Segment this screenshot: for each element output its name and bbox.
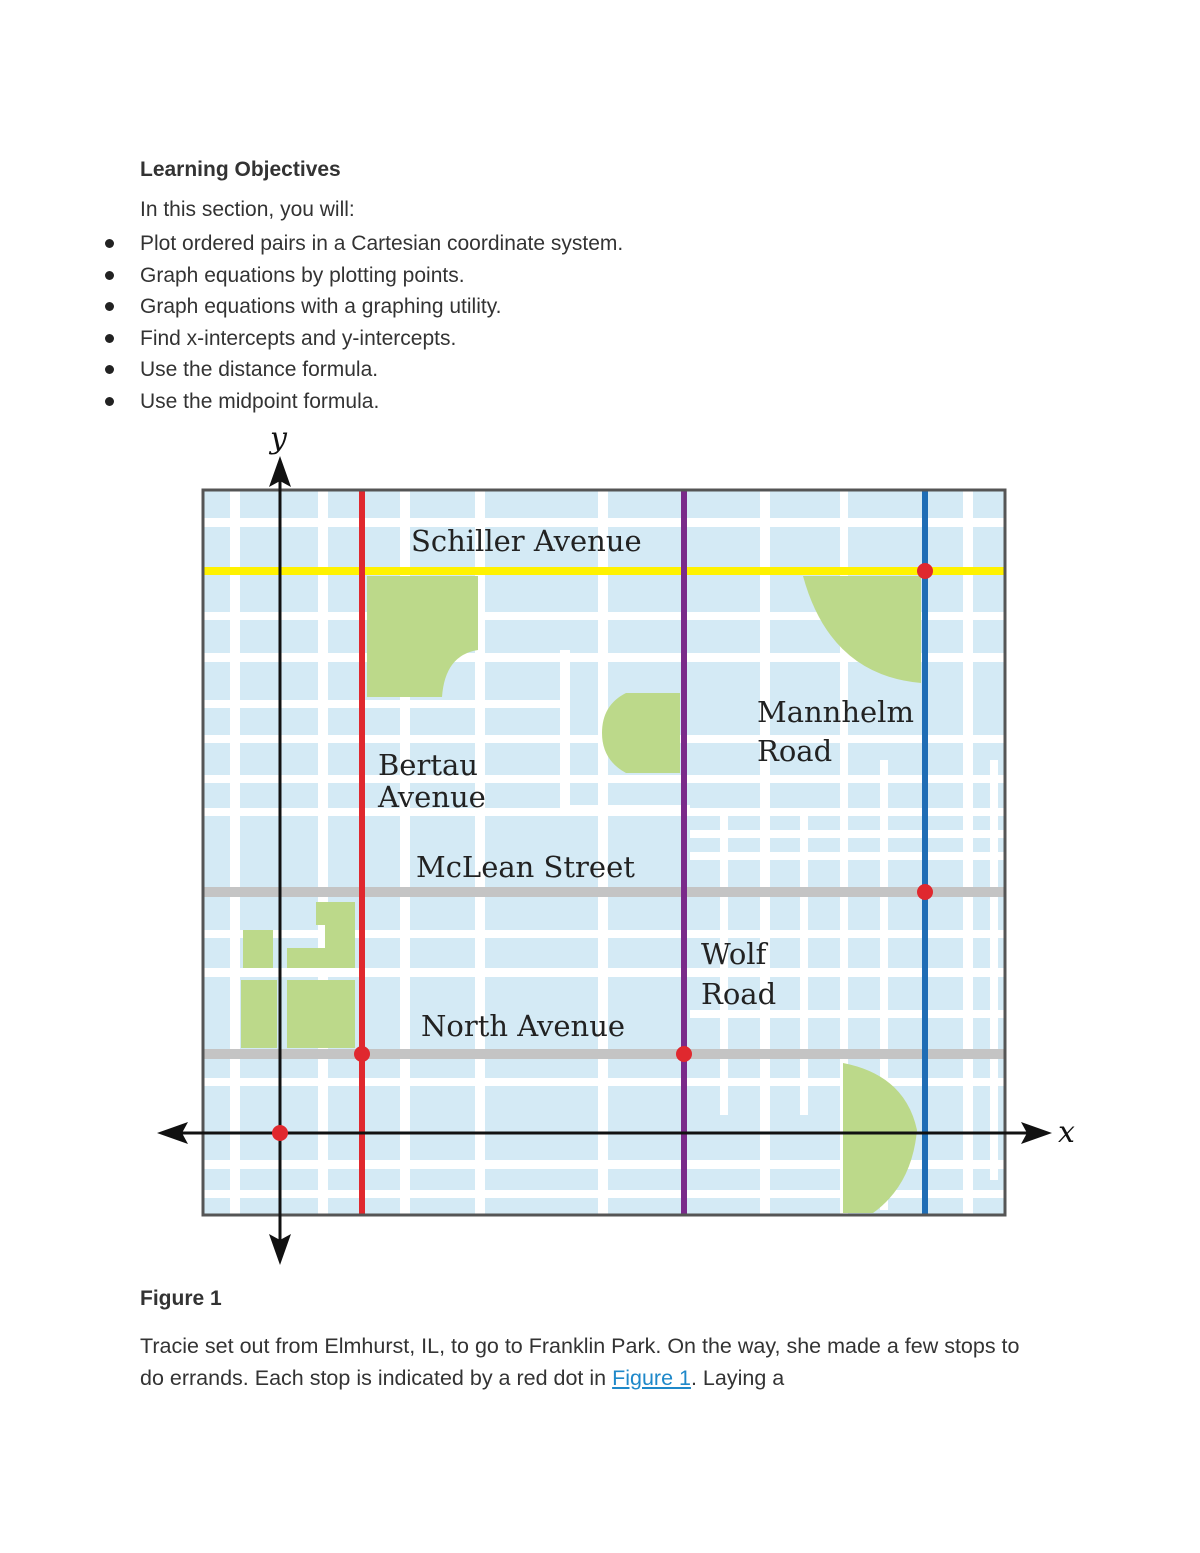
stop-dot [917, 563, 933, 579]
mannhelm-road-label-line2: Road [757, 734, 833, 768]
objective-text: Find x-intercepts and y-intercepts. [140, 326, 457, 350]
stop-dot [354, 1046, 370, 1062]
bertau-avenue-line [359, 490, 365, 1215]
wolf-road-label-line2: Road [701, 977, 777, 1011]
schiller-avenue-label: Schiller Avenue [411, 524, 642, 558]
schiller-avenue-line [203, 567, 1005, 575]
stop-dot [917, 884, 933, 900]
street-map-figure [150, 420, 1075, 1270]
north-avenue-label: North Avenue [421, 1009, 626, 1043]
paragraph-text: Tracie set out from Elmhurst, IL, to go to Franklin Park. On the way, she made a few stops to do errands. Each stop is indicated by a red dot in [140, 1334, 1020, 1390]
objective-text: Graph equations with a graphing utility. [140, 295, 502, 318]
figure-1-link[interactable]: Figure 1 [612, 1366, 691, 1390]
figure-caption: Figure 1 [140, 1287, 222, 1310]
bullet-icon [105, 365, 114, 374]
section-intro: In this section, you will: [140, 198, 355, 221]
bullet-icon [105, 302, 114, 311]
mannhelm-road-label-line1: Mannhelm [757, 695, 914, 729]
objective-item [100, 260, 623, 292]
objective-item [100, 291, 623, 323]
objective-text: Graph equations by plotting points. [140, 263, 465, 287]
wolf-road-line [681, 490, 687, 1215]
x-axis-label: x [1058, 1115, 1075, 1150]
y-axis-label: y [270, 421, 287, 456]
bullet-icon [105, 334, 114, 343]
street-map-svg [150, 420, 1075, 1270]
bertau-avenue-label-line1: Bertau [378, 748, 478, 782]
objective-text: Use the midpoint formula. [140, 389, 380, 413]
objectives-list [100, 228, 623, 417]
paragraph-text-end: . Laying a [690, 1366, 785, 1390]
learning-objectives-heading: Learning Objectives [140, 158, 341, 181]
mclean-street-label: McLean Street [416, 850, 635, 884]
stop-dot [272, 1125, 288, 1141]
mannhelm-road-line [922, 490, 928, 1215]
body-paragraph [140, 1330, 1040, 1394]
objective-item [100, 323, 623, 355]
objective-item [100, 228, 623, 260]
objective-text: Plot ordered pairs in a Cartesian coordinate system. [140, 232, 624, 255]
bertau-avenue-label-line2: Avenue [378, 780, 486, 814]
mclean-street-line [203, 887, 1005, 897]
stop-dot [676, 1046, 692, 1062]
bullet-icon [105, 397, 114, 406]
north-avenue-line [203, 1049, 1005, 1059]
objective-item [100, 354, 623, 386]
wolf-road-label-line1: Wolf [701, 937, 767, 971]
bullet-icon [105, 239, 114, 248]
bullet-icon [105, 271, 114, 280]
objective-text: Use the distance formula. [140, 358, 379, 381]
objective-item [100, 386, 623, 418]
